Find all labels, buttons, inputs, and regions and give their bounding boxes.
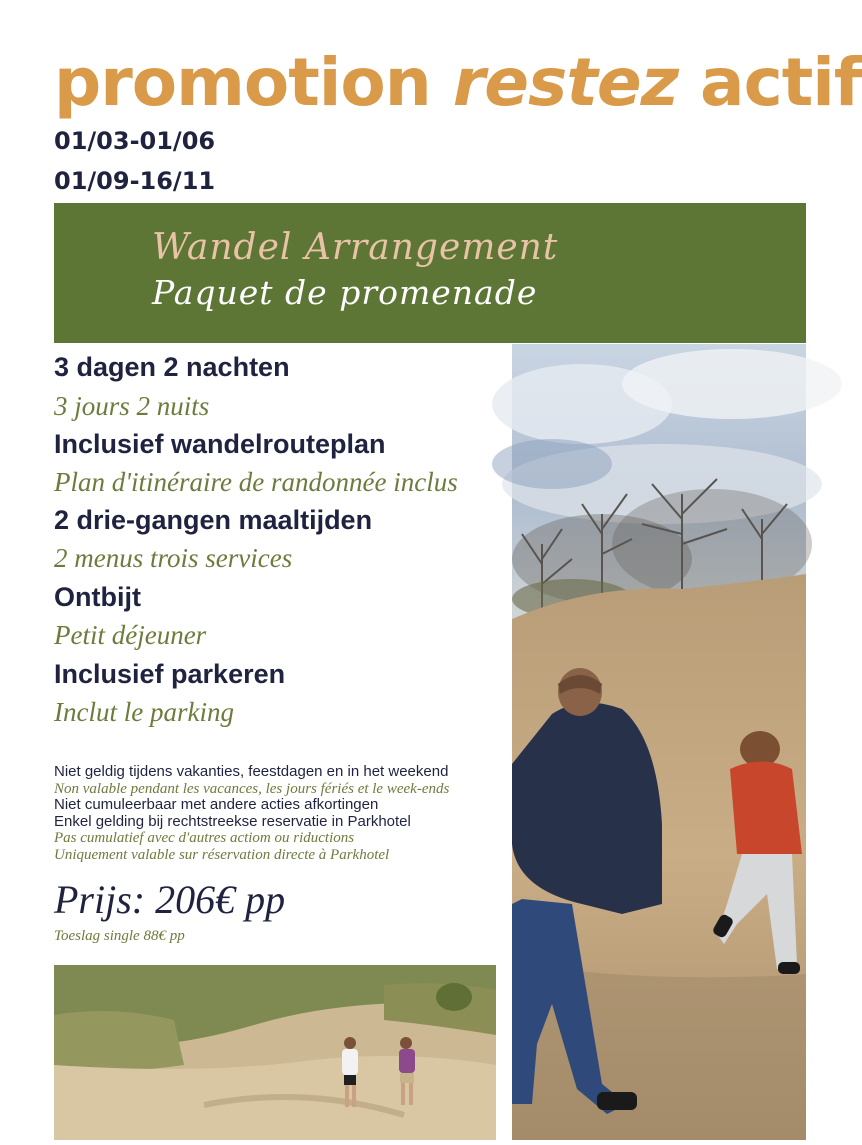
banner-title-nl: Wandel Arrangement <box>152 227 559 268</box>
dune-running-photo <box>512 344 806 1140</box>
feature-5-nl: Inclusief parkeren <box>54 659 286 689</box>
feature-3-fr: 2 menus trois services <box>54 543 293 573</box>
feature-2-nl: Inclusief wandelrouteplan <box>54 429 386 459</box>
feature-1-fr: 3 jours 2 nuits <box>54 391 210 421</box>
dune-walk-photo <box>54 965 496 1140</box>
price-label: Prijs: 206€ pp <box>54 877 286 922</box>
title-part-3: actif <box>678 44 862 121</box>
promotion-title <box>54 38 862 128</box>
note-line: Niet cumuleerbaar met andere acties afkortingen <box>54 796 379 813</box>
feature-3-nl: 2 drie-gangen maaltijden <box>54 505 373 535</box>
arrangement-banner <box>54 203 806 343</box>
note-line: Enkel gelding bij rechtstreekse reservatie in Parkhotel <box>54 812 411 830</box>
date-range-2: 01/09-16/11 <box>54 167 216 195</box>
note-line: Niet geldig tijdens vakanties, feestdagen en in het weekend <box>54 763 449 780</box>
feature-1-nl: 3 dagen 2 nachten <box>54 352 290 382</box>
note-line: Non valable pendant les vacances, les jours fériés et le week-ends <box>54 780 450 797</box>
feature-4-nl: Ontbijt <box>54 582 141 612</box>
note-line: Uniquement valable sur réservation directe à Parkhotel <box>54 846 390 863</box>
feature-2-fr: Plan d'itinéraire de randonnée inclus <box>54 467 458 497</box>
note-line: Pas cumulatief avec d'autres actiom ou riductions <box>54 830 355 846</box>
title-part-1: promotion <box>54 44 453 121</box>
title-part-2: restez <box>452 44 679 121</box>
feature-5-fr: Inclut le parking <box>54 697 234 727</box>
feature-4-fr: Petit déjeuner <box>54 620 207 650</box>
banner-title-fr: Paquet de promenade <box>152 273 538 312</box>
conditions-notes <box>54 764 504 863</box>
date-range-1: 01/03-01/06 <box>54 127 216 155</box>
single-supplement: Toeslag single 88€ pp <box>54 928 185 944</box>
